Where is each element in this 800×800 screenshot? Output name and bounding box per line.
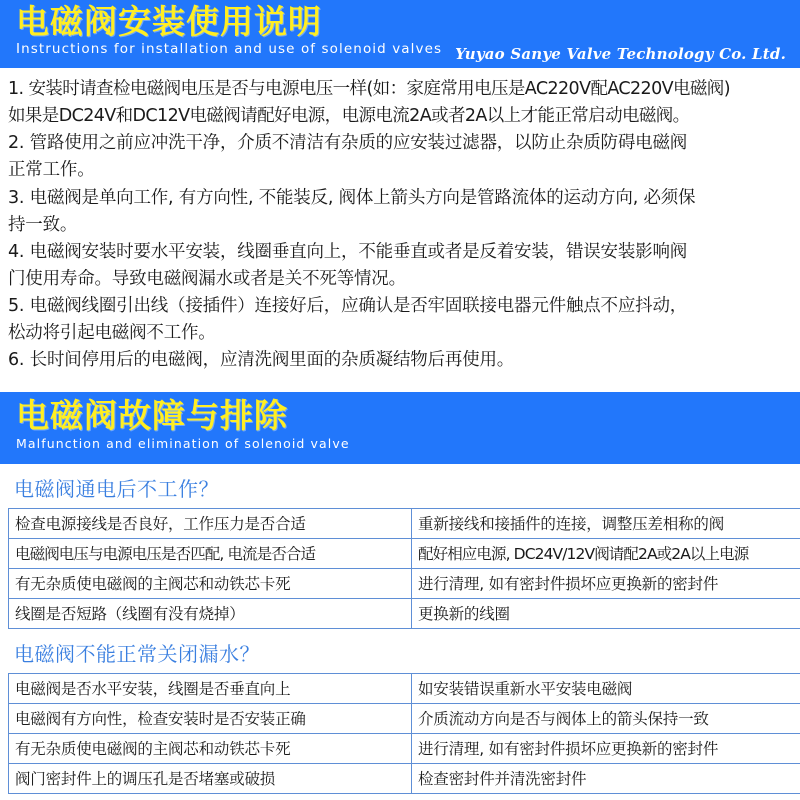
qa-answer: 如安装错误重新水平安装电磁阀 — [412, 674, 800, 704]
instruction-line: 1. 安装时请查检电磁阀电压是否与电源电压一样(如：家庭常用电压是AC220V配AC220V电磁阀) — [8, 79, 730, 99]
qa-answer: 进行清理, 如有密封件损坏应更换新的密封件 — [412, 734, 800, 764]
qa-question: 检查电源接线是否良好，工作压力是否合适 — [9, 509, 412, 539]
instruction-line: 2. 管路使用之前应冲洗干净，介质不清洁有杂质的应安装过滤器，以防止杂质防碍电磁阀 — [8, 133, 688, 154]
qa-question: 阀门密封件上的调压孔是否堵塞或破损 — [9, 764, 412, 794]
qa-answer: 重新接线和接插件的连接，调整压差相称的阀 — [412, 509, 800, 539]
instruction-line: 3. 电磁阀是单向工作, 有方向性, 不能装反, 阀体上箭头方向是管路流体的运动方向, 必须保 — [8, 187, 696, 208]
qa-question: 有无杂质使电磁阀的主阀芯和动铁芯卡死 — [9, 734, 412, 764]
instruction-line: 6. 长时间停用后的电磁阀，应清洗阀里面的杂质凝结物后再使用。 — [8, 350, 515, 371]
qa-table — [8, 673, 800, 794]
qa-heading: 电磁阀通电后不工作？ — [14, 477, 219, 502]
instruction-line: 持一致。 — [8, 214, 78, 235]
table-row — [9, 674, 800, 704]
instruction-line: 松动将引起电磁阀不工作。 — [8, 323, 216, 344]
qa-block-leakage — [0, 629, 800, 794]
qa-answer: 检查密封件并清洗密封件 — [412, 764, 800, 794]
instruction-line: 正常工作。 — [8, 160, 95, 181]
qa-question: 电磁阀是否水平安装，线圈是否垂直向上 — [9, 674, 412, 704]
table-row — [9, 599, 800, 629]
qa-block-power-on — [0, 464, 800, 629]
malfunction-banner — [0, 392, 800, 464]
table-row — [9, 569, 800, 599]
qa-answer: 配好相应电源, DC24V/12V阀请配2A或2A以上电源 — [412, 539, 800, 569]
table-row — [9, 704, 800, 734]
qa-table — [8, 508, 800, 629]
qa-heading: 电磁阀不能正常关闭漏水？ — [14, 642, 260, 667]
qa-question: 电磁阀电压与电源电压是否匹配, 电流是否合适 — [9, 539, 412, 569]
qa-question: 线圈是否短路（线圈有没有烧掉） — [9, 599, 412, 629]
qa-question: 有无杂质使电磁阀的主阀芯和动铁芯卡死 — [9, 569, 412, 599]
instruction-line: 门使用寿命。导致电磁阀漏水或者是关不死等情况。 — [8, 268, 406, 289]
malfunction-title-cn: 电磁阀故障与排除 — [16, 396, 288, 436]
instruction-line: 4. 电磁阀安装时要水平安装，线圈垂直向上，不能垂直或者是反着安装，错误安装影响阀 — [8, 241, 688, 262]
qa-answer: 介质流动方向是否与阀体上的箭头保持一致 — [412, 704, 800, 734]
malfunction-title-en: Malfunction and elimination of solenoid valve — [16, 436, 350, 452]
instructions-body — [0, 68, 800, 374]
instructions-title-cn: 电磁阀安装使用说明 — [16, 2, 322, 41]
instructions-banner — [0, 0, 800, 68]
table-row — [9, 509, 800, 539]
instruction-line: 如果是DC24V和DC12V电磁阀请配好电源，电源电流2A或者2A以上才能正常启动电磁阀。 — [8, 106, 690, 127]
instructions-title-en: Instructions for installation and use of solenoid valves — [16, 40, 443, 57]
qa-answer: 更换新的线圈 — [412, 599, 800, 629]
instruction-line: 5. 电磁阀线圈引出线（接插件）连接好后，应确认是否牢固联接电器元件触点不应抖动， — [8, 296, 688, 316]
qa-question: 电磁阀有方向性，检查安装时是否安装正确 — [9, 704, 412, 734]
company-name: Yuyao Sanye Valve Technology Co. Ltd. — [455, 45, 786, 63]
qa-answer: 进行清理, 如有密封件损坏应更换新的密封件 — [412, 569, 800, 599]
table-row — [9, 764, 800, 794]
table-row — [9, 539, 800, 569]
table-row — [9, 734, 800, 764]
